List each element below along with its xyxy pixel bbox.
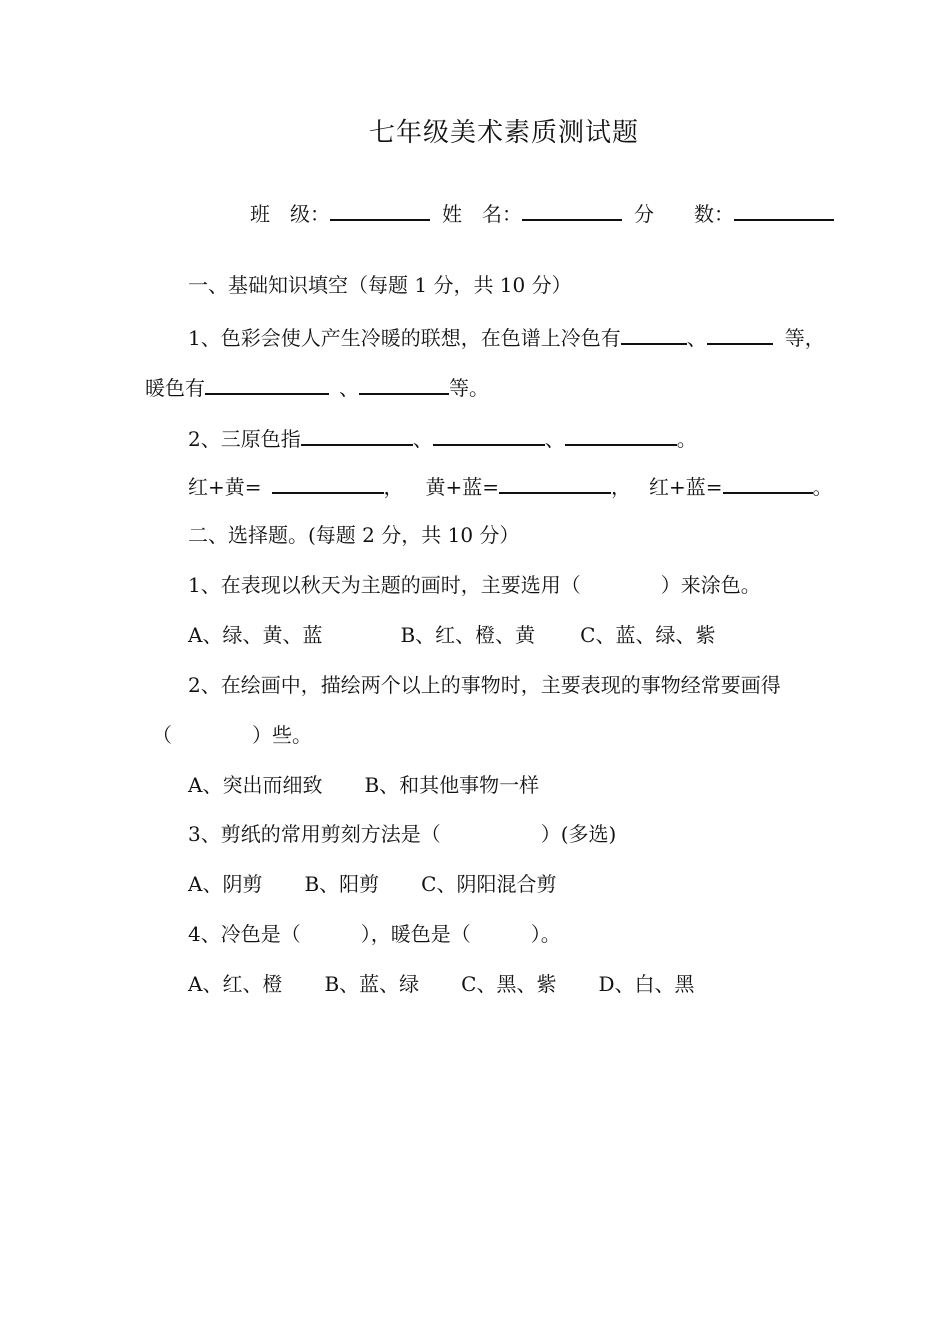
mix-comma-2: ， — [611, 475, 632, 499]
score-blank[interactable] — [734, 197, 834, 221]
cold-color-blank-2[interactable] — [707, 321, 773, 345]
option-b: B、蓝、绿 — [324, 972, 420, 996]
score-label: 分 数： — [634, 202, 734, 226]
student-info-row — [250, 197, 834, 229]
mix-end: 。 — [812, 475, 833, 499]
option-a: A、阴剪 — [188, 872, 263, 896]
s1-q1-sep2: 、 — [339, 376, 359, 400]
primary-color-blank-3[interactable] — [565, 422, 677, 446]
mix-comma-1: ， — [383, 475, 404, 499]
warm-color-blank-1[interactable] — [205, 371, 329, 395]
s2-q3: 3、剪纸的常用剪刻方法是（ ）(多选) — [188, 822, 617, 846]
s1-q2-line — [188, 422, 697, 454]
mix-red-blue-blank[interactable] — [723, 470, 813, 494]
option-c: C、黑、紫 — [461, 972, 557, 996]
s1-q1-sep: 、 — [686, 326, 707, 350]
option-c: C、蓝、绿、紫 — [580, 623, 716, 647]
s1-q1-end: 等， — [784, 326, 825, 350]
option-d: D、白、黑 — [598, 972, 695, 996]
option-a: A、绿、黄、蓝 — [188, 623, 323, 647]
warm-color-blank-2[interactable] — [359, 371, 449, 395]
page-title: 七年级美术素质测试题 — [368, 118, 639, 148]
class-label: 班 级： — [250, 202, 330, 226]
mix-yellow-blue-label: 黄+蓝= — [425, 475, 500, 499]
option-a: A、突出而细致 — [188, 773, 323, 797]
primary-color-blank-1[interactable] — [301, 422, 413, 446]
s1-q1-line1 — [188, 321, 825, 353]
section2-heading: 二、选择题。(每题 2 分，共 10 分） — [188, 523, 520, 547]
s1-q2-sep1: 、 — [412, 427, 433, 451]
name-label: 姓 名： — [442, 202, 522, 226]
mix-red-yellow-label: 红+黄= — [188, 475, 262, 499]
primary-color-blank-2[interactable] — [433, 422, 545, 446]
class-blank[interactable] — [330, 197, 430, 221]
s2-q2-options — [188, 770, 539, 800]
option-b: B、和其他事物一样 — [364, 773, 540, 797]
s2-q1-options — [188, 620, 715, 650]
s2-q2-line1: 2、在绘画中，描绘两个以上的事物时，主要表现的事物经常要画得 — [188, 673, 781, 697]
s1-q1-line2 — [145, 371, 489, 403]
s2-q1: 1、在表现以秋天为主题的画时，主要选用（ ）来涂色。 — [188, 573, 761, 597]
mix-red-blue-label: 红+蓝= — [649, 475, 723, 499]
option-b: B、红、橙、黄 — [400, 623, 536, 647]
s2-q2-line2: （ ）些。 — [152, 723, 312, 747]
option-b: B、阳剪 — [304, 872, 380, 896]
section1-heading: 一、基础知识填空（每题 1 分，共 10 分） — [188, 273, 572, 297]
mix-red-yellow-blank[interactable] — [272, 470, 384, 494]
s1-mix-line — [188, 470, 833, 502]
s1-q2-text: 2、三原色指 — [188, 427, 301, 451]
s1-q2-sep2: 、 — [544, 427, 565, 451]
option-a: A、红、橙 — [188, 972, 283, 996]
s1-q1-line2-end: 等。 — [449, 376, 489, 400]
cold-color-blank-1[interactable] — [621, 321, 687, 345]
s1-q2-end: 。 — [676, 427, 697, 451]
name-blank[interactable] — [522, 197, 622, 221]
s1-q1-warm-label: 暖色有 — [145, 376, 205, 400]
s2-q4-options — [188, 969, 695, 999]
option-c: C、阴阳混合剪 — [421, 872, 557, 896]
s1-q1-text: 1、色彩会使人产生冷暖的联想，在色谱上冷色有 — [188, 326, 621, 350]
s2-q4: 4、冷色是（ ），暖色是（ ）。 — [188, 922, 561, 946]
s2-q3-options — [188, 869, 556, 899]
mix-yellow-blue-blank[interactable] — [499, 470, 611, 494]
